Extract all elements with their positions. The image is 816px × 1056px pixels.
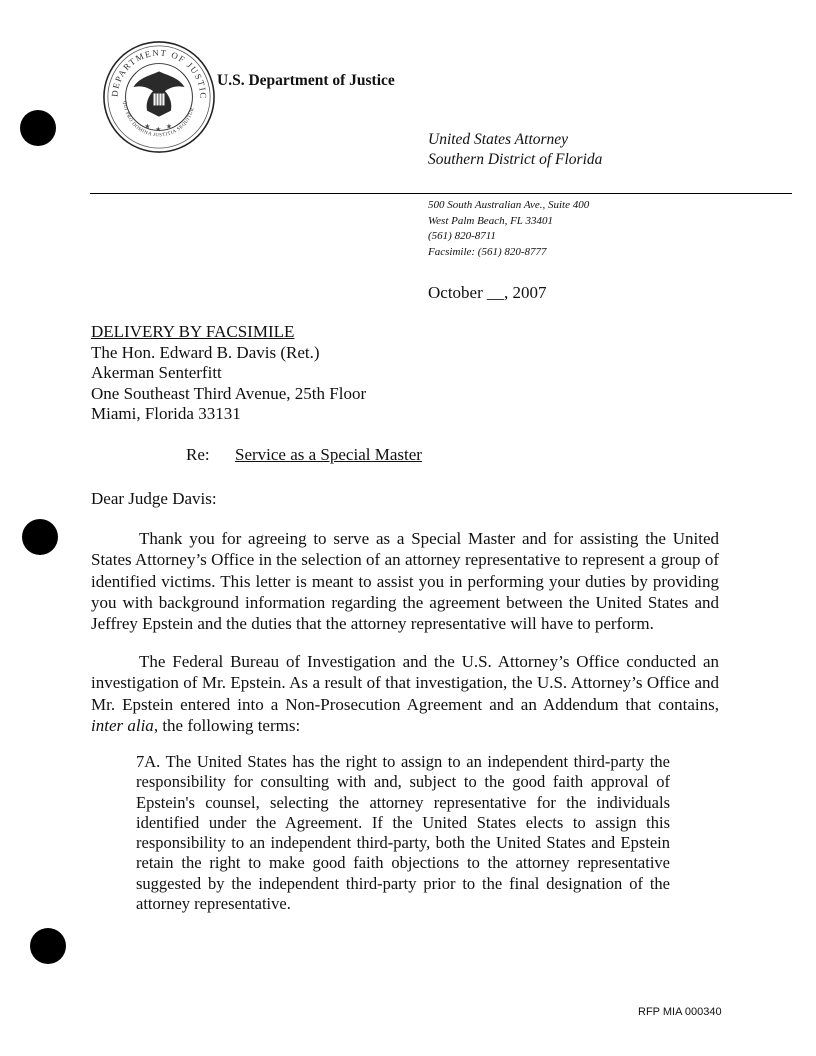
svg-text:★: ★ (144, 122, 151, 131)
address-phone: (561) 820-8711 (428, 230, 496, 242)
quoted-term-7a: 7A. The United States has the right to assign to an independent third-party the responsibility for consulting with and, subject to the good faith approval of Epstein's counsel, selecting the attorney representative for the individuals identified under the Agreement. If the United States elects to assign this responsibility to an independent third-party, both the United States and Epstein retain the right to make good faith objections to the attorney representative suggested by the independent third-party prior to the final designation of the attorney representative. (136, 752, 670, 914)
punch-hole-top (20, 110, 56, 146)
district-name: Southern District of Florida (428, 151, 603, 168)
svg-text:QUI PRO DOMINA JUSTITIA SEQUIT: QUI PRO DOMINA JUSTITIA SEQUITUR (121, 100, 196, 139)
recipient-block (91, 322, 366, 425)
letter-date: October __, 2007 (428, 283, 547, 302)
salutation: Dear Judge Davis: (91, 489, 217, 508)
recipient-street: One Southeast Third Avenue, 25th Floor (91, 383, 367, 403)
svg-text:★: ★ (155, 125, 162, 134)
body-paragraph-2 (91, 651, 719, 736)
re-subject: Service as a Special Master (235, 445, 422, 464)
recipient-firm: Akerman Senterfitt (91, 363, 222, 382)
office-address (428, 198, 589, 260)
punch-hole-middle (22, 519, 58, 555)
address-fax: Facsimile: (561) 820-8777 (428, 245, 547, 258)
doj-seal (100, 38, 218, 156)
address-city: West Palm Beach, FL 33401 (428, 214, 553, 227)
delivery-method: DELIVERY BY FACSIMILE (91, 322, 295, 341)
eagle-icon (133, 71, 184, 116)
paragraph-2-latin-term: inter alia (91, 715, 154, 735)
recipient-name: The Hon. Edward B. Davis (Ret.) (91, 342, 320, 362)
paragraph-2-text: The Federal Bureau of Investigation and the U.S. Attorney’s Office conducted an investigation of Mr. Epstein. As a result of that investigation, the U.S. Attorney’s Office and Mr. Epstein entered into a Non-Prosecution Agreement and an Addendum that contains, (91, 652, 719, 714)
address-street: 500 South Australian Ave., Suite 400 (428, 199, 590, 211)
recipient-city: Miami, Florida 33131 (91, 404, 241, 423)
paragraph-2-end: , the following terms: (153, 715, 301, 735)
body-paragraph-1: Thank you for agreeing to serve as a Special Master and for assisting the United States Attorney’s Office in the selection of an attorney representative to represent a group of identified victims. This letter is meant to assist you in performing your duties by providing you with background information regarding the agreement between the United States and Jeffrey Epstein and the duties that the attorney representative will have to perform. (91, 529, 719, 634)
svg-text:★: ★ (165, 122, 173, 131)
office-title-block (428, 130, 602, 170)
agency-name: U.S. Department of Justice (217, 72, 395, 89)
office-title: United States Attorney (428, 131, 569, 148)
re-label: Re: (186, 445, 210, 464)
punch-hole-bottom (30, 928, 66, 964)
bates-stamp: RFP MIA 000340 (638, 1006, 722, 1018)
svg-text:DEPARTMENT OF JUSTICE: DEPARTMENT OF JUSTIC (109, 47, 209, 100)
letterhead-divider (90, 193, 792, 194)
